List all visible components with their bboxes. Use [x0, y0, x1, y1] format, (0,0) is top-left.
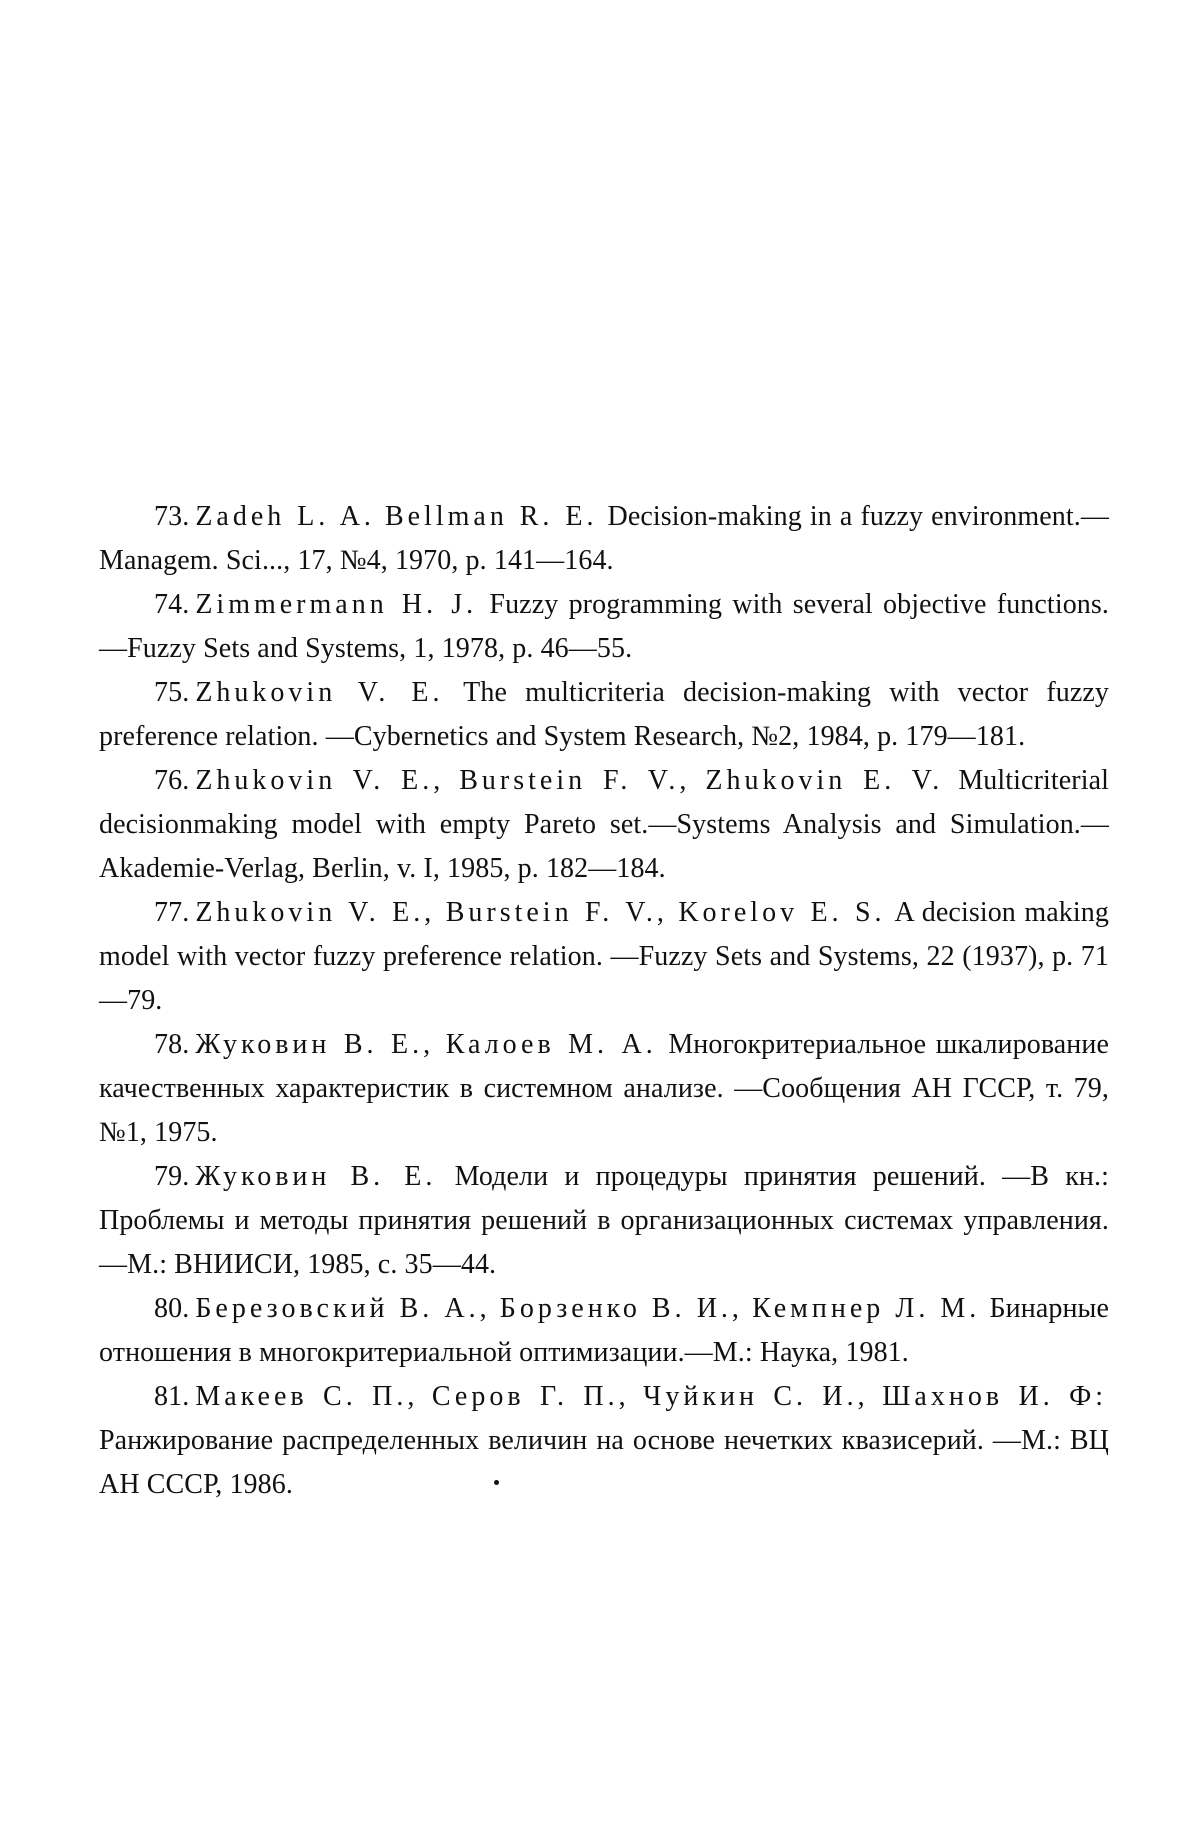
- reference-entry: [99, 759, 1109, 891]
- reference-author: Burstein F. V.,: [445, 897, 668, 928]
- reference-number: 73.: [154, 501, 190, 532]
- reference-details: Multicriterial decisionmaking model with empty Pareto set.—Systems Analysis and Simulation.—Akademie-Verlag, Berlin, v. I, 1985, p. 182—184.: [99, 765, 1109, 884]
- reference-entry: [99, 495, 1109, 583]
- reference-author: Серов Г. П.,: [431, 1381, 630, 1412]
- reference-details: Бинарные отношения в многокритериальной оптимизации.—М.: Наука, 1981.: [99, 1293, 1109, 1368]
- reference-entry: [99, 583, 1109, 671]
- stray-ink-dot: [494, 1480, 499, 1485]
- reference-author: Калоев М. А.: [445, 1029, 657, 1060]
- reference-author: Шахнов И. Ф:: [882, 1381, 1108, 1412]
- reference-author: Zhukovin E. V.: [705, 765, 944, 796]
- reference-author: Жуковин В. Е.: [195, 1161, 437, 1192]
- reference-entry: [99, 1155, 1109, 1287]
- reference-author: Zimmermann H. J.: [195, 589, 478, 620]
- reference-details: Ранжирование распределенных величин на основе нечетких квазисерий. —М.: ВЦ АН СССР, 1986.: [99, 1425, 1109, 1500]
- reference-entry: [99, 891, 1109, 1023]
- reference-author: Zhukovin V. E.,: [195, 897, 436, 928]
- reference-author: Zhukovin V. E.: [195, 677, 444, 708]
- reference-number: 75.: [154, 677, 190, 708]
- reference-author: Zadeh L. A.: [195, 501, 375, 532]
- reference-details: Многокритериальное шкалирование качественных характеристик в системном анализе. —Сообщения АН ГССР, т. 79, №1, 1975.: [99, 1029, 1110, 1148]
- reference-author: Кемпнер Л. М.: [752, 1293, 981, 1324]
- reference-number: 79.: [154, 1161, 190, 1192]
- reference-author: Чуйкин С. И.,: [643, 1381, 869, 1412]
- reference-author: Жуковин В. Е.,: [195, 1029, 435, 1060]
- reference-details: Fuzzy programming with several objective functions.—Fuzzy Sets and Systems, 1, 1978, p. 46—55.: [99, 589, 1109, 664]
- reference-author: Zhukovin V. E.,: [195, 765, 445, 796]
- reference-author: Burstein F. V.,: [459, 765, 691, 796]
- reference-author: Korelov E. S.: [678, 897, 886, 928]
- reference-number: 80.: [154, 1293, 190, 1324]
- reference-details: Decision-making in a fuzzy environment.—Managem. Sci..., 17, №4, 1970, p. 141—164.: [99, 501, 1109, 576]
- reference-author: Bellman R. E.: [384, 501, 598, 532]
- reference-number: 78.: [154, 1029, 190, 1060]
- reference-details: Модели и процедуры принятия решений. —В кн.: Проблемы и методы принятия решений в организационных системах управления.—М.: ВНИИСИ, 1985, с. 35—44.: [99, 1161, 1109, 1280]
- reference-entry: [99, 1375, 1109, 1507]
- reference-author: Макеев С. П.,: [195, 1381, 419, 1412]
- reference-number: 77.: [154, 897, 190, 928]
- reference-number: 81.: [154, 1381, 190, 1412]
- reference-list: [99, 495, 1109, 1507]
- reference-details: The multicriteria decision-making with vector fuzzy preference relation. —Cybernetics and System Research, №2, 1984, p. 179—181.: [99, 677, 1109, 752]
- reference-number: 76.: [154, 765, 190, 796]
- reference-entry: [99, 1287, 1109, 1375]
- reference-author: Борзенко В. И.,: [499, 1293, 743, 1324]
- reference-entry: [99, 1023, 1109, 1155]
- reference-entry: [99, 671, 1109, 759]
- reference-details: A decision making model with vector fuzzy preference relation. —Fuzzy Sets and Systems, 22 (1937), p. 71—79.: [99, 897, 1109, 1016]
- reference-author: Березовский В. А.,: [195, 1293, 491, 1324]
- reference-number: 74.: [154, 589, 190, 620]
